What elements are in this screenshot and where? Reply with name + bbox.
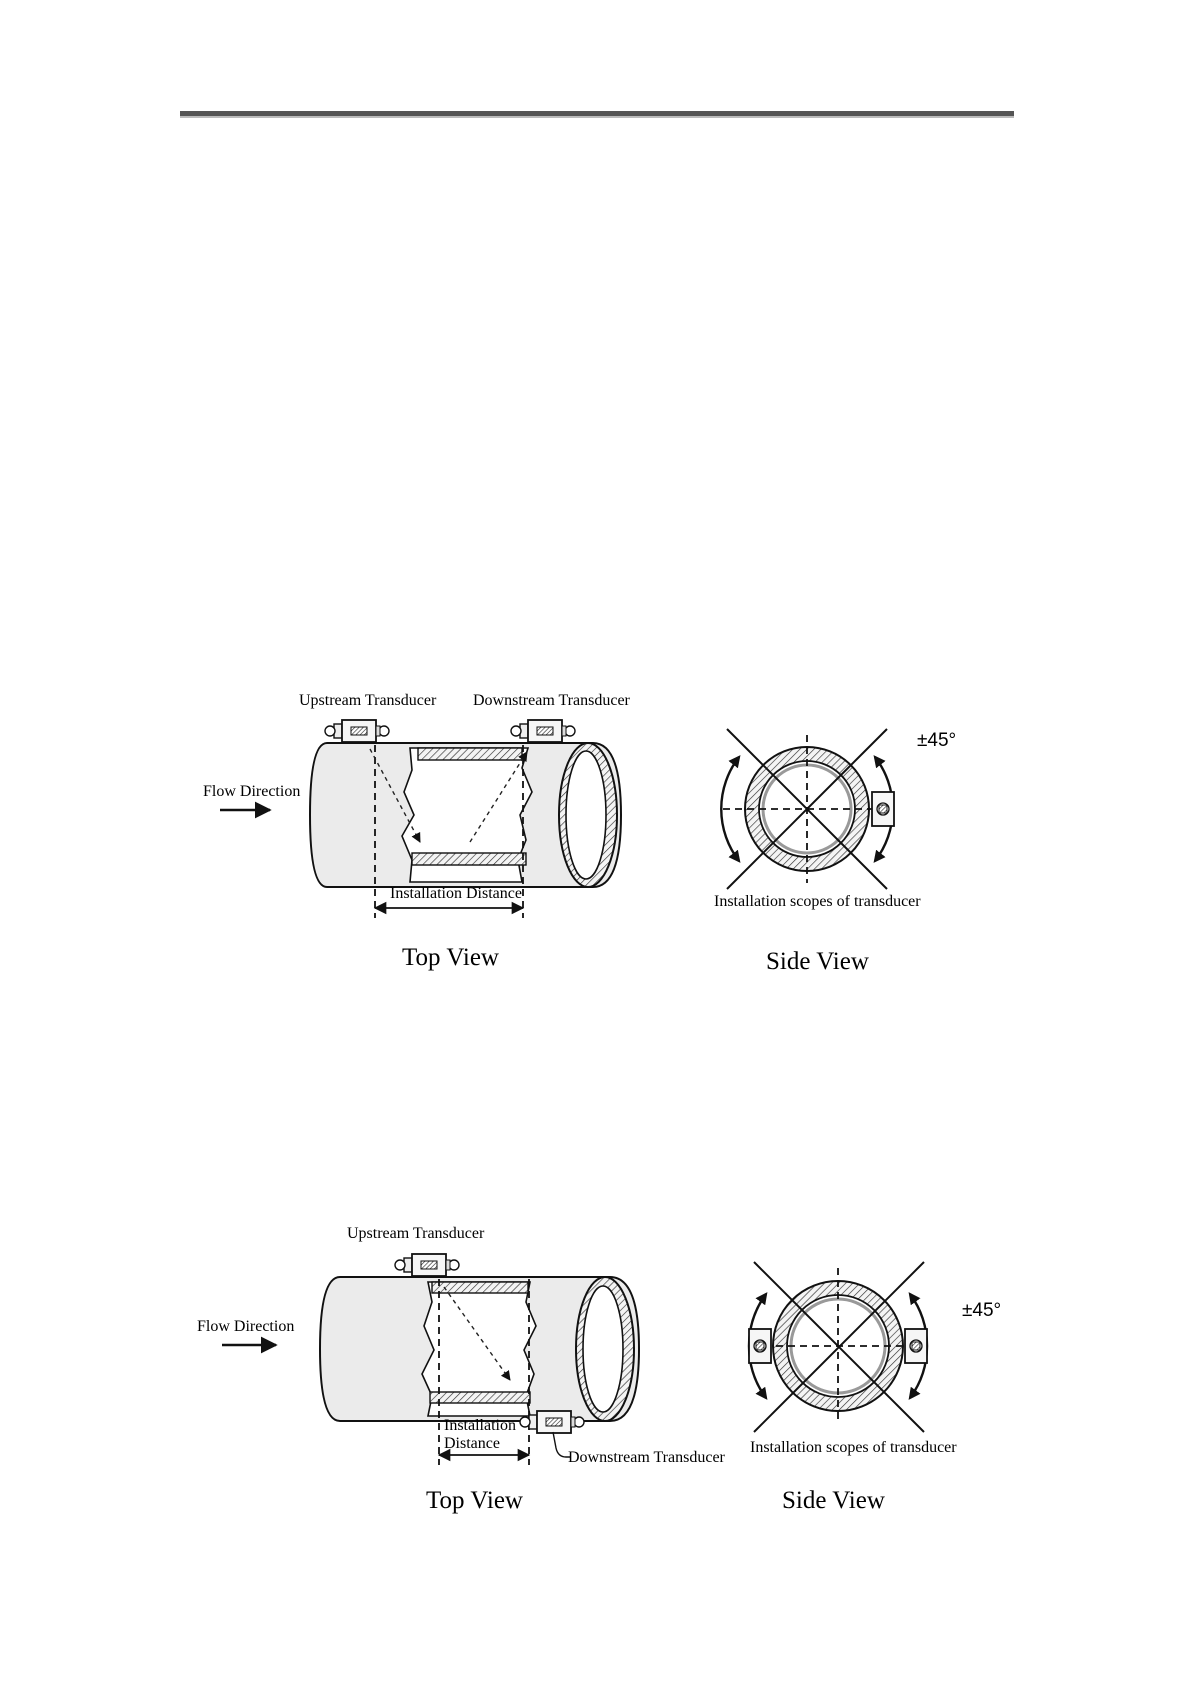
- installation-distance-label: Installation Distance: [390, 885, 522, 902]
- diagram1-top-view: [203, 692, 631, 971]
- side-view-caption: Side View: [782, 1487, 885, 1514]
- angle-label: ±45°: [917, 730, 957, 751]
- transducer-icon: [905, 1329, 927, 1363]
- pipe-wall-top: [432, 1282, 528, 1293]
- upstream-transducer-label: Upstream Transducer: [347, 1225, 485, 1242]
- top-view-caption: Top View: [426, 1487, 523, 1514]
- diagram2-side-view: [749, 1262, 1001, 1514]
- upstream-transducer-label: Upstream Transducer: [299, 692, 437, 709]
- installation-distance-label-line1: Installation: [444, 1417, 516, 1434]
- pipe-end-inner: [583, 1286, 623, 1412]
- pipe-end-inner: [566, 751, 606, 879]
- header-rule-shadow: [180, 116, 1014, 118]
- transducer-icon: [325, 720, 389, 742]
- flow-direction-label: Flow Direction: [203, 783, 301, 800]
- side-view-caption: Side View: [766, 948, 869, 975]
- transducer-icon: [749, 1329, 771, 1363]
- flow-direction-label: Flow Direction: [197, 1318, 295, 1335]
- pipe-wall-bottom: [412, 853, 526, 865]
- diagram2-top-view: [197, 1225, 726, 1514]
- header-rule: [180, 111, 1014, 116]
- diagram1-side-view: [714, 729, 956, 975]
- installation-distance-label-line2: Distance: [444, 1435, 500, 1452]
- top-view-caption: Top View: [402, 944, 499, 971]
- downstream-transducer-label: Downstream Transducer: [473, 692, 630, 709]
- transducer-icon: [511, 720, 575, 742]
- transducer-icon: [872, 792, 894, 826]
- pipe-wall-bottom: [430, 1392, 530, 1403]
- downstream-transducer-label: Downstream Transducer: [568, 1449, 725, 1466]
- installation-scopes-label: Installation scopes of transducer: [714, 893, 921, 910]
- angle-label: ±45°: [962, 1300, 1002, 1321]
- installation-scopes-label: Installation scopes of transducer: [750, 1439, 957, 1456]
- pipe-wall-top: [418, 748, 522, 760]
- transducer-icon: [395, 1254, 459, 1276]
